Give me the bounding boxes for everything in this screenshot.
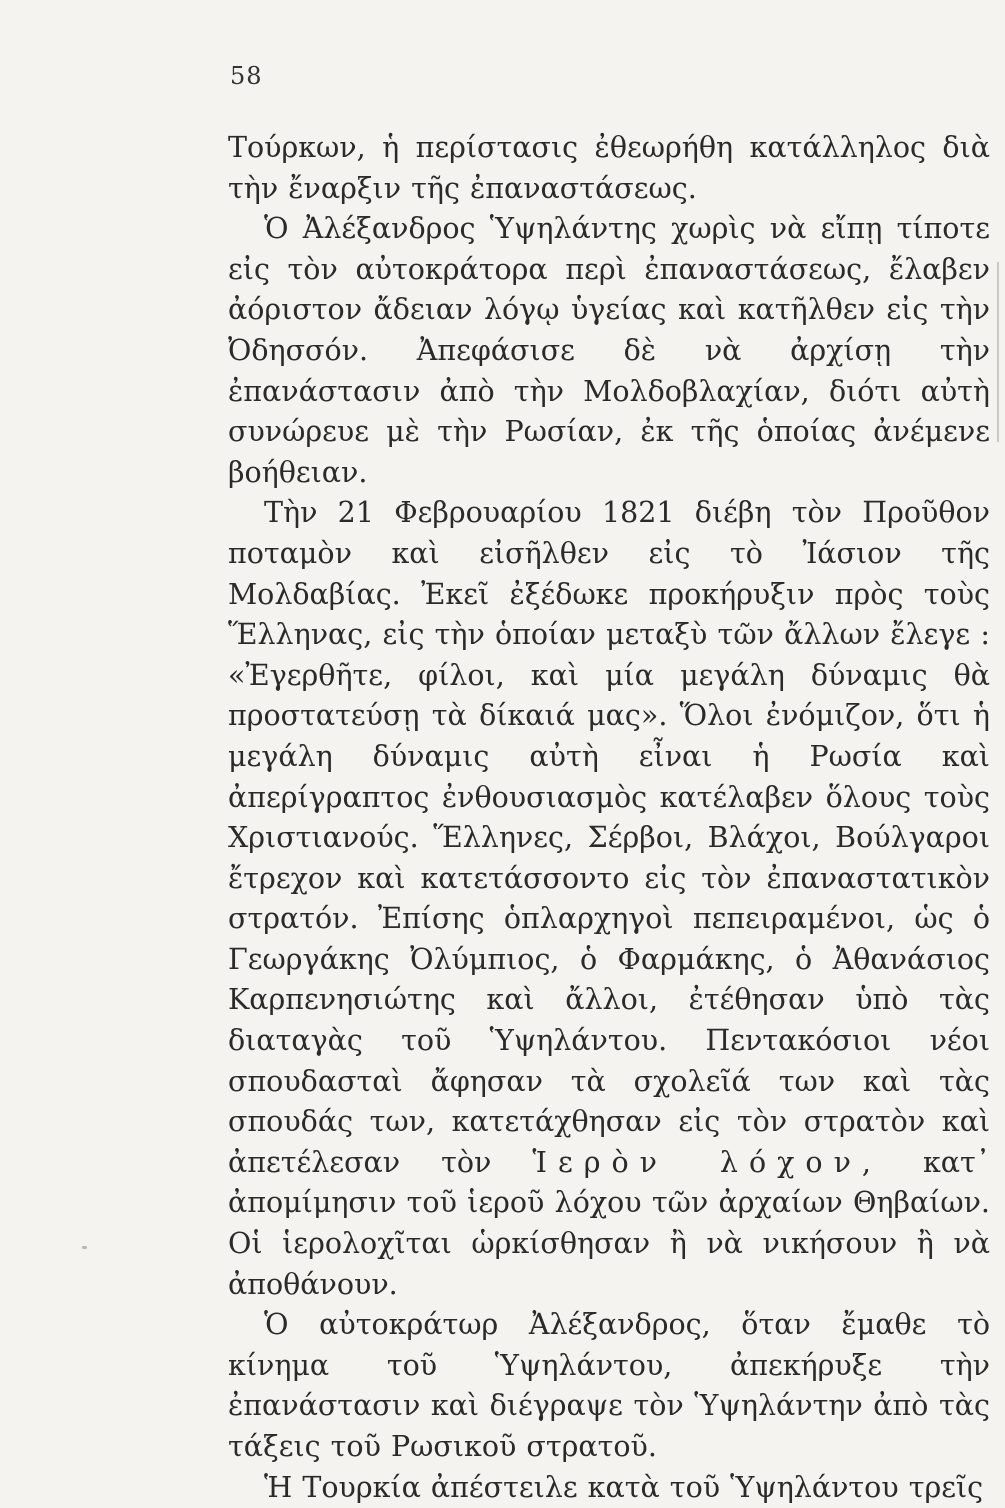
- body-text: [228, 128, 990, 1508]
- sacred-band-emphasis: Ἱερὸν λόχον,: [532, 1145, 882, 1179]
- paragraph-1: Τούρκων, ἡ περίστασις ἐθεωρήθη κατάλληλος διὰ τὴν ἔναρξιν τῆς ἐπαναστάσεως.: [228, 131, 990, 205]
- paragraph-3-end: κατ᾽ ἀπομίμησιν τοῦ ἱεροῦ λόχου τῶν ἀρχαίων Θηβαίων. Οἱ ἱερολοχῖται ὡρκίσθησαν ἢ νὰ νικήσουν ἢ νὰ ἀποθάνουν.: [228, 1145, 991, 1301]
- paragraph-4: Ὁ αὐτοκράτωρ Ἀλέξανδρος, ὅταν ἔμαθε τὸ κίνημα τοῦ Ὑψηλάντου, ἀπεκήρυξε τὴν ἐπανάστασιν καὶ διέγραψε τὸν Ὑψηλάντην ἀπὸ τὰς τάξεις τοῦ Ρωσικοῦ στρατοῦ.: [228, 1308, 990, 1463]
- paragraph-3: [228, 493, 990, 1305]
- page-edge-shadow: [997, 262, 999, 442]
- paragraph-3-text: Τὴν 21 Φεβρουαρίου 1821 διέβη τὸν Προῦθον ποταμὸν καὶ εἰσῆλθεν εἰς τὸ Ἰάσιον τῆς Μολδαβίας. Ἐκεῖ ἐξέδωκε προκήρυξιν πρὸς τοὺς Ἕλληνας, εἰς τὴν ὁποίαν μεταξὺ τῶν ἄλλων ἔλεγε : «Ἐγερθῆτε, φίλοι, καὶ μία μεγάλη δύναμις θὰ προστατεύσῃ τὰ δίκαιά μας». Ὅλοι ἐνόμιζον, ὅτι ἡ μεγάλη δύναμις αὐτὴ εἶναι ἡ Ρωσία καὶ ἀπερίγραπτος ἐνθουσιασμὸς κατέλαβεν ὅλους τοὺς Χριστιανούς. Ἕλληνες, Σέρβοι, Βλάχοι, Βούλγαροι ἔτρεχον καὶ κατετάσσοντο εἰς τὸν ἐπαναστατικὸν στρατόν. Ἐπίσης ὁπλαρχηγοὶ πεπειραμένοι, ὡς ὁ Γεωργάκης Ὀλύμπιος, ὁ Φαρμάκης, ὁ Ἀθανάσιος Καρπενησιώτης καὶ ἄλλοι, ἐτέθησαν ὑπὸ τὰς διαταγὰς τοῦ Ὑψηλάντου. Πεντακόσιοι νέοι σπουδασταὶ ἄφησαν τὰ σχολεῖά των καὶ τὰς σπουδάς των, κατετάχθησαν εἰς τὸν στρατὸν καὶ ἀπετέλεσαν τὸν: [228, 496, 990, 1179]
- paragraph-5: Ἡ Τουρκία ἀπέστειλε κατὰ τοῦ Ὑψηλάντου τρεῖς: [264, 1470, 984, 1504]
- paragraph-2: Ὁ Ἀλέξανδρος Ὑψηλάντης χωρὶς νὰ εἴπῃ τίποτε εἰς τὸν αὐτοκράτορα περὶ ἐπαναστάσεως, ἔλαβεν ἀόριστον ἄδειαν λόγῳ ὑγείας καὶ κατῆλθεν εἰς τὴν Ὀδησσόν. Ἀπεφάσισε δὲ νὰ ἀρχίσῃ τὴν ἐπανάστασιν ἀπὸ τὴν Μολδοβλαχίαν, διότι αὐτὴ συνώρευε μὲ τὴν Ρωσίαν, ἐκ τῆς ὁποίας ἀνέμενε βοήθειαν.: [228, 212, 990, 489]
- paper-speck: [82, 1246, 87, 1249]
- page-number: 58: [230, 62, 263, 90]
